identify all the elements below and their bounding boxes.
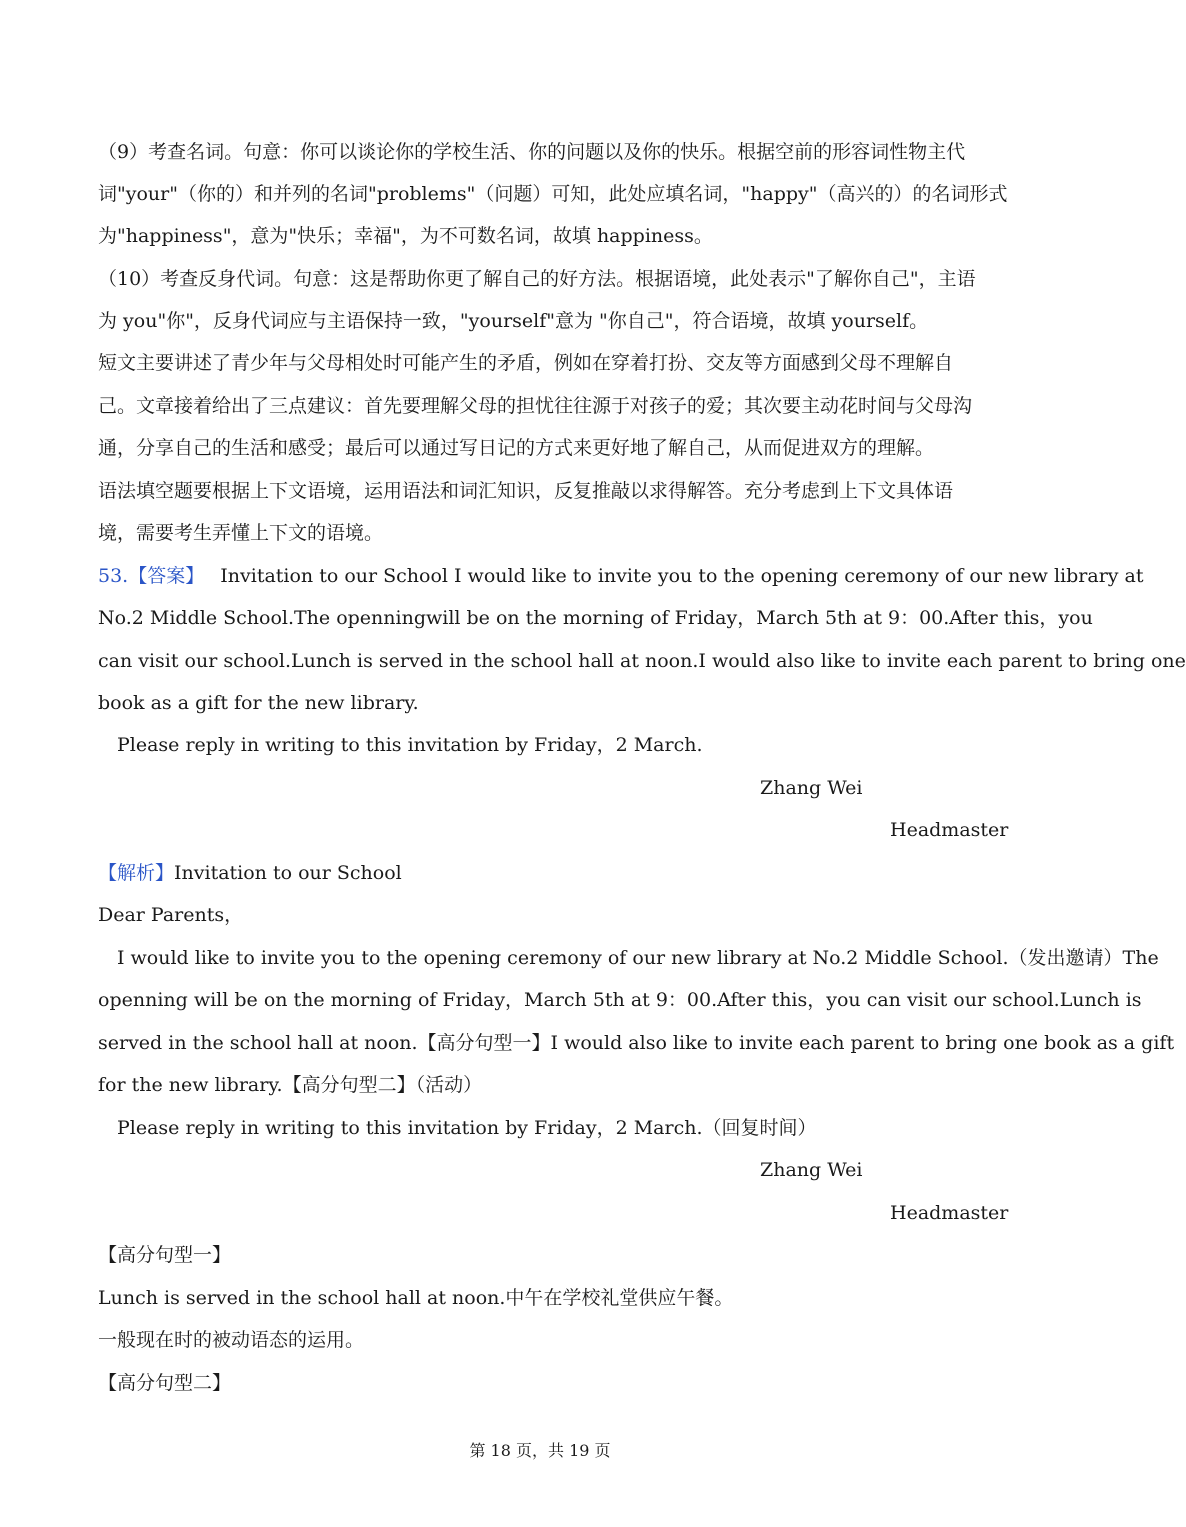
q53-answer-line: book as a gift for the new library.: [98, 692, 419, 714]
pattern1-note: 一般现在时的被动语态的运用。: [98, 1329, 365, 1351]
tip-line: 境，需要考生弄懂上下文的语境。: [98, 522, 384, 544]
analysis53-body-line: openning will be on the morning of Friday，March 5th at 9：00.After this，you can visit our school.Lunch is: [98, 989, 1142, 1011]
analysis-item10-line: 为 you"你"，反身代词应与主语保持一致，"yourself"意为 "你自己"，符合语境，故填 yourself。: [98, 310, 929, 332]
analysis53-title: Invitation to our School: [174, 862, 402, 884]
analysis53-title-line: [98, 861, 983, 885]
q53-answer-first-line: [98, 564, 1144, 588]
tip-line: 语法填空题要根据上下文语境，运用语法和词汇知识，反复推敲以求得解答。充分考虑到上下文具体语: [98, 480, 954, 502]
page-number-footer: 第 18 页，共 19 页: [469, 1441, 611, 1460]
analysis53-signature-title: Headmaster: [890, 1202, 1009, 1224]
pattern1-sentence: Lunch is served in the school hall at noon.中午在学校礼堂供应午餐。: [98, 1287, 734, 1309]
analysis53-body-line: for the new library.【高分句型二】（活动）: [98, 1074, 483, 1096]
analysis-item9-line: （9）考查名词。句意：你可以谈论你的学校生活、你的问题以及你的快乐。根据空前的形容词性物主代: [98, 141, 966, 163]
q53-answer-label: 53.【答案】: [98, 565, 205, 587]
pattern2-heading: 【高分句型二】: [98, 1372, 232, 1394]
analysis53-reply-line: Please reply in writing to this invitation by Friday，2 March.（回复时间）: [117, 1117, 817, 1139]
analysis-item9-line: 为"happiness"，意为"快乐；幸福"，为不可数名词，故填 happiness。: [98, 225, 713, 247]
q53-answer-text: Invitation to our School I would like to invite you to the opening ceremony of our new library at: [220, 565, 1144, 587]
analysis53-greeting: Dear Parents，: [98, 904, 244, 926]
q53-signature-name: Zhang Wei: [760, 777, 863, 799]
analysis53-label: 【解析】: [98, 862, 175, 884]
summary-line: 己。文章接着给出了三点建议：首先要理解父母的担忧往往源于对孩子的爱；其次要主动花时间与父母沟: [98, 395, 973, 417]
analysis53-signature-name: Zhang Wei: [760, 1159, 863, 1181]
analysis53-body-line: served in the school hall at noon.【高分句型一】I would also like to invite each parent to bring one book as a gift: [98, 1032, 1175, 1054]
analysis53-body-line: I would like to invite you to the opening ceremony of our new library at No.2 Middle School.（发出邀请）The: [117, 947, 1159, 969]
summary-line: 短文主要讲述了青少年与父母相处时可能产生的矛盾，例如在穿着打扮、交友等方面感到父母不理解自: [98, 352, 954, 374]
pattern1-heading: 【高分句型一】: [98, 1244, 232, 1266]
analysis-item9-line: 词"your"（你的）和并列的名词"problems"（问题）可知，此处应填名词，"happy"（高兴的）的名词形式: [98, 183, 1008, 205]
q53-reply-line: Please reply in writing to this invitation by Friday，2 March.: [117, 734, 703, 756]
q53-signature-title: Headmaster: [890, 819, 1009, 841]
q53-answer-line: No.2 Middle School.The openningwill be on the morning of Friday，March 5th at 9：00.After this，you: [98, 607, 1093, 629]
analysis-item10-line: （10）考查反身代词。句意：这是帮助你更了解自己的好方法。根据语境，此处表示"了解你自己"，主语: [98, 268, 976, 290]
summary-line: 通，分享自己的生活和感受；最后可以通过写日记的方式来更好地了解自己，从而促进双方的理解。: [98, 437, 935, 459]
q53-answer-line: can visit our school.Lunch is served in the school hall at noon.I would also like to invite each parent to bring one: [98, 650, 1186, 672]
